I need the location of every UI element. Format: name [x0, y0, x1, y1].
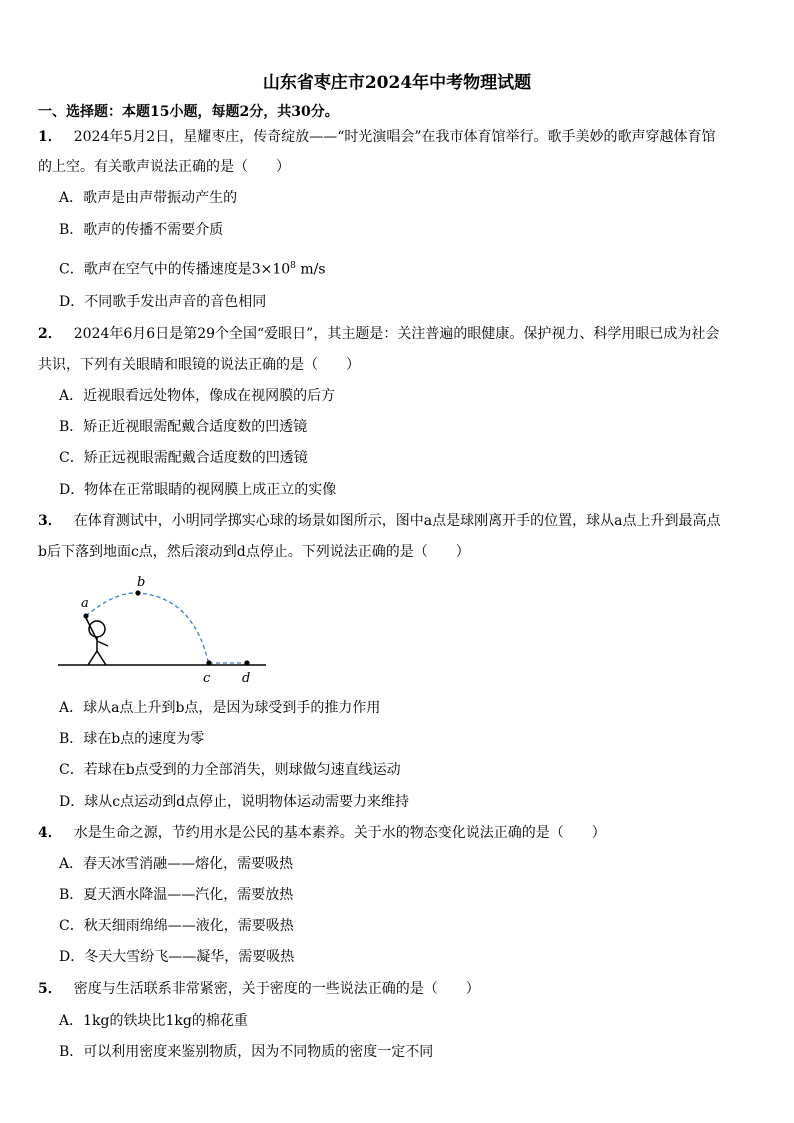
question-3-line-2: b后下落到地面c点，然后滚动到d点停止。下列说法正确的是（ ） — [38, 544, 470, 560]
question-4-option-a: A．春天冰雪消融——熔化，需要吸热 — [59, 856, 294, 872]
question-2-option-c: C．矫正远视眼需配戴合适度数的凹透镜 — [59, 450, 308, 466]
person-left-leg — [88, 651, 97, 665]
question-2-option-b: B．矫正近视眼需配戴合适度数的凹透镜 — [59, 419, 308, 435]
question-text: 2024年6月6日是第29个全国“爱眼日”，其主题是：关注普遍的眼健康。保护视力、科学用眼已成为社会 — [73, 326, 720, 342]
point-c — [206, 660, 211, 665]
question-2-option-d: D．物体在正常眼睛的视网膜上成正立的实像 — [59, 482, 337, 498]
question-1-option-d: D．不同歌手发出声音的音色相同 — [59, 294, 267, 310]
question-3-option-c: C．若球在b点受到的力全部消失，则球做匀速直线运动 — [59, 762, 401, 778]
exponent: 8 — [290, 261, 296, 271]
question-5-option-a: A．1kg的铁块比1kg的棉花重 — [59, 1013, 248, 1029]
question-4-option-c: C．秋天细雨绵绵——液化，需要吸热 — [59, 918, 294, 934]
question-1-line-1 — [38, 128, 716, 146]
question-1-option-a: A．歌声是由声带振动产生的 — [59, 190, 238, 206]
question-4-option-b: B．夏天洒水降温——汽化，需要放热 — [59, 887, 294, 903]
question-number: 5． — [38, 981, 62, 997]
question-text: 2024年5月2日，星耀枣庄，传奇绽放——“时光演唱会”在我市体育馆举行。歌手美妙的歌声穿越体育馆 — [73, 129, 716, 145]
question-3-line-1 — [38, 512, 720, 530]
person-other-arm — [97, 641, 108, 646]
option-text: C．歌声在空气中的传播速度是3×10 — [59, 261, 291, 278]
shot-put-diagram — [54, 572, 274, 690]
label-b: b — [137, 575, 146, 590]
section-heading: 一、选择题：本题15小题，每题2分，共30分。 — [38, 104, 339, 120]
question-text: 水是生命之源，节约用水是公民的基本素养。关于水的物态变化说法正确的是（ ） — [73, 825, 606, 841]
question-2-line-1 — [38, 325, 719, 343]
label-d: d — [242, 671, 251, 686]
label-a: a — [81, 596, 89, 611]
question-text: 密度与生活联系非常紧密，关于密度的一些说法正确的是（ ） — [73, 981, 480, 997]
question-3-option-a: A．球从a点上升到b点，是因为球受到手的推力作用 — [59, 700, 381, 716]
question-3-option-d: D．球从c点运动到d点停止，说明物体运动需要力来维持 — [59, 794, 410, 810]
person-right-leg — [97, 651, 106, 665]
point-a — [83, 613, 88, 618]
question-number: 1． — [38, 129, 62, 145]
question-1-option-b: B．歌声的传播不需要介质 — [59, 222, 224, 238]
question-number: 2． — [38, 326, 62, 342]
question-4-option-d: D．冬天大雪纷飞——凝华，需要吸热 — [59, 949, 295, 965]
question-2-line-2: 共识，下列有关眼睛和眼镜的说法正确的是（ ） — [38, 357, 360, 373]
question-4-line-1 — [38, 824, 606, 842]
page-title: 山东省枣庄市2024年中考物理试题 — [262, 73, 532, 93]
question-text: 在体育测试中，小明同学掷实心球的场景如图所示，图中a点是球刚离开手的位置，球从a点上升到最高点 — [73, 513, 721, 529]
point-d — [244, 660, 249, 665]
label-c: c — [203, 671, 211, 686]
question-1-option-c — [59, 257, 326, 279]
unit: m/s — [295, 261, 326, 278]
point-b — [135, 590, 140, 595]
question-3-option-b: B．球在b点的速度为零 — [59, 731, 205, 747]
question-2-option-a: A．近视眼看远处物体，像成在视网膜的后方 — [59, 388, 336, 404]
question-1-line-2: 的上空。有关歌声说法正确的是（ ） — [38, 159, 290, 175]
question-number: 3． — [38, 513, 62, 529]
question-5-option-b: B．可以利用密度来鉴别物质，因为不同物质的密度一定不同 — [59, 1044, 434, 1060]
question-5-line-1 — [38, 980, 480, 998]
question-number: 4． — [38, 825, 62, 841]
